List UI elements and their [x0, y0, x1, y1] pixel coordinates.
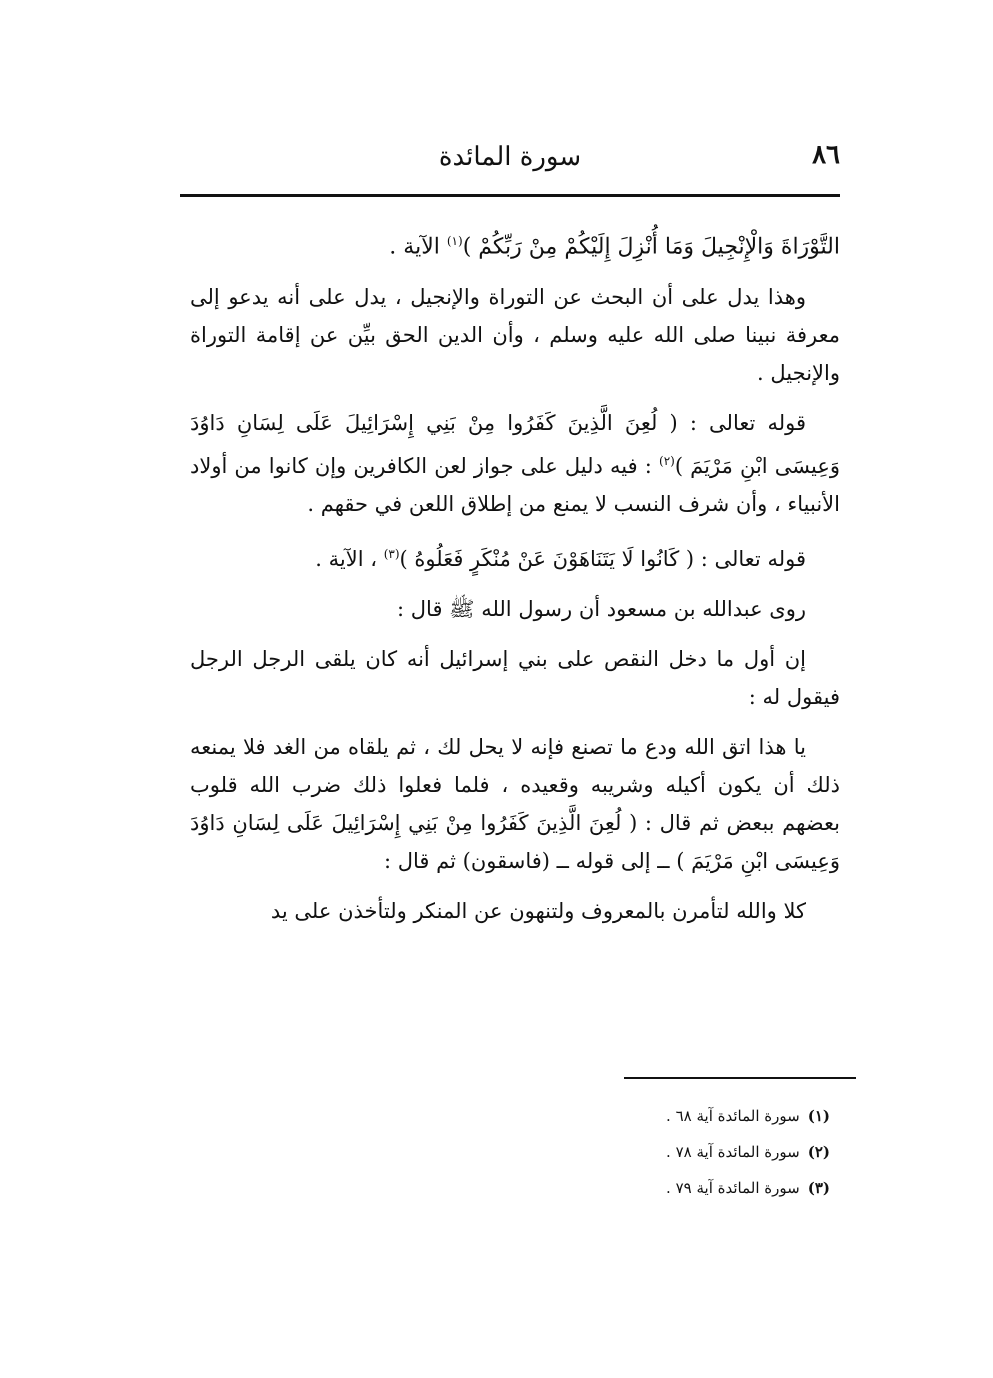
paragraph-4 [190, 535, 840, 578]
paragraph-tail: : فيه دليل على جواز لعن الكافرين وإن كانوا من أولاد الأنبياء ، وأن شرف النسب لا يمنع من إطلاق اللعن في حقهم . [190, 454, 840, 517]
verse-text: التَّوْرَاةَ وَالْإِنْجِيلَ وَمَا أُنْزِلَ إِلَيْكُمْ مِنْ رَبِّكُمْ ) [462, 234, 840, 260]
footnote-ref: (١) [446, 234, 463, 248]
paragraph-7: يا هذا اتق الله ودع ما تصنع فإنه لا يحل لك ، ثم يلقاه من الغد فلا يمنعه ذلك أن يكون أكيله وشريبه وقعيده ، فلما فعلوا ذلك ضرب الله قلوب بعضهم ببعض ثم قال : ( لُعِنَ الَّذِينَ كَفَرُوا مِنْ بَنِي إِسْرَائِيلَ عَلَى لِسَانِ دَاوُدَ وَعِيسَى ابْنِ مَرْيَمَ ) ــ إلى قوله ــ (فاسقون) ثم قال : [190, 735, 840, 874]
paragraph-tail: الآية . [389, 234, 447, 260]
footnote-3 [500, 1170, 830, 1206]
footnote-text: سورة المائدة آية ٧٨ . [666, 1143, 800, 1161]
page-number: ٨٦ [812, 140, 840, 170]
footnote-ref: (٢) [659, 454, 675, 469]
footnote-rule [624, 1077, 856, 1079]
running-title: سورة المائدة [438, 142, 582, 172]
page-header [180, 140, 840, 180]
verse-text: قوله تعالى : ( كَانُوا لَا يَتَنَاهَوْنَ عَنْ مُنْكَرٍ فَعَلُوهُ ) [399, 547, 806, 572]
footnote-text: سورة المائدة آية ٧٩ . [666, 1179, 800, 1197]
footnote-number: (٢) [807, 1143, 830, 1161]
footnote-text: سورة المائدة آية ٦٨ . [666, 1107, 800, 1125]
footnote-ref: (٣) [383, 547, 400, 562]
paragraph-6: إن أول ما دخل النقص على بني إسرائيل أنه كان يلقى الرجل الرجل فيقول له : [190, 647, 840, 710]
footnote-number: (١) [807, 1107, 830, 1125]
verse-text: قوله تعالى : ( لُعِنَ الَّذِينَ كَفَرُوا مِنْ بَنِي إِسْرَائِيلَ عَلَى لِسَانِ دَاوُدَ وَعِيسَى ابْنِ مَرْيَمَ ) [190, 411, 840, 479]
paragraph-2: وهذا يدل على أن البحث عن التوراة والإنجيل ، يدل على أنه يدعو إلى معرفة نبينا صلى الله عليه وسلم ، وأن الدين الحق بيِّن عن إقامة التوراة والإنجيل . [190, 285, 840, 386]
header-rule [180, 194, 840, 197]
paragraph-5: روى عبدالله بن مسعود أن رسول الله ﷺ قال : [397, 597, 806, 622]
paragraph-1 [190, 222, 840, 266]
footnote-2 [500, 1134, 830, 1170]
main-text [190, 222, 840, 942]
footnote-number: (٣) [807, 1179, 830, 1197]
footnotes [500, 1098, 830, 1206]
footnote-1 [500, 1098, 830, 1134]
paragraph-tail: ، الآية . [315, 547, 384, 572]
paragraph-3 [190, 404, 840, 523]
paragraph-8: كلا والله لتأمرن بالمعروف ولتنهون عن المنكر ولتأخذن على يد [270, 899, 806, 924]
